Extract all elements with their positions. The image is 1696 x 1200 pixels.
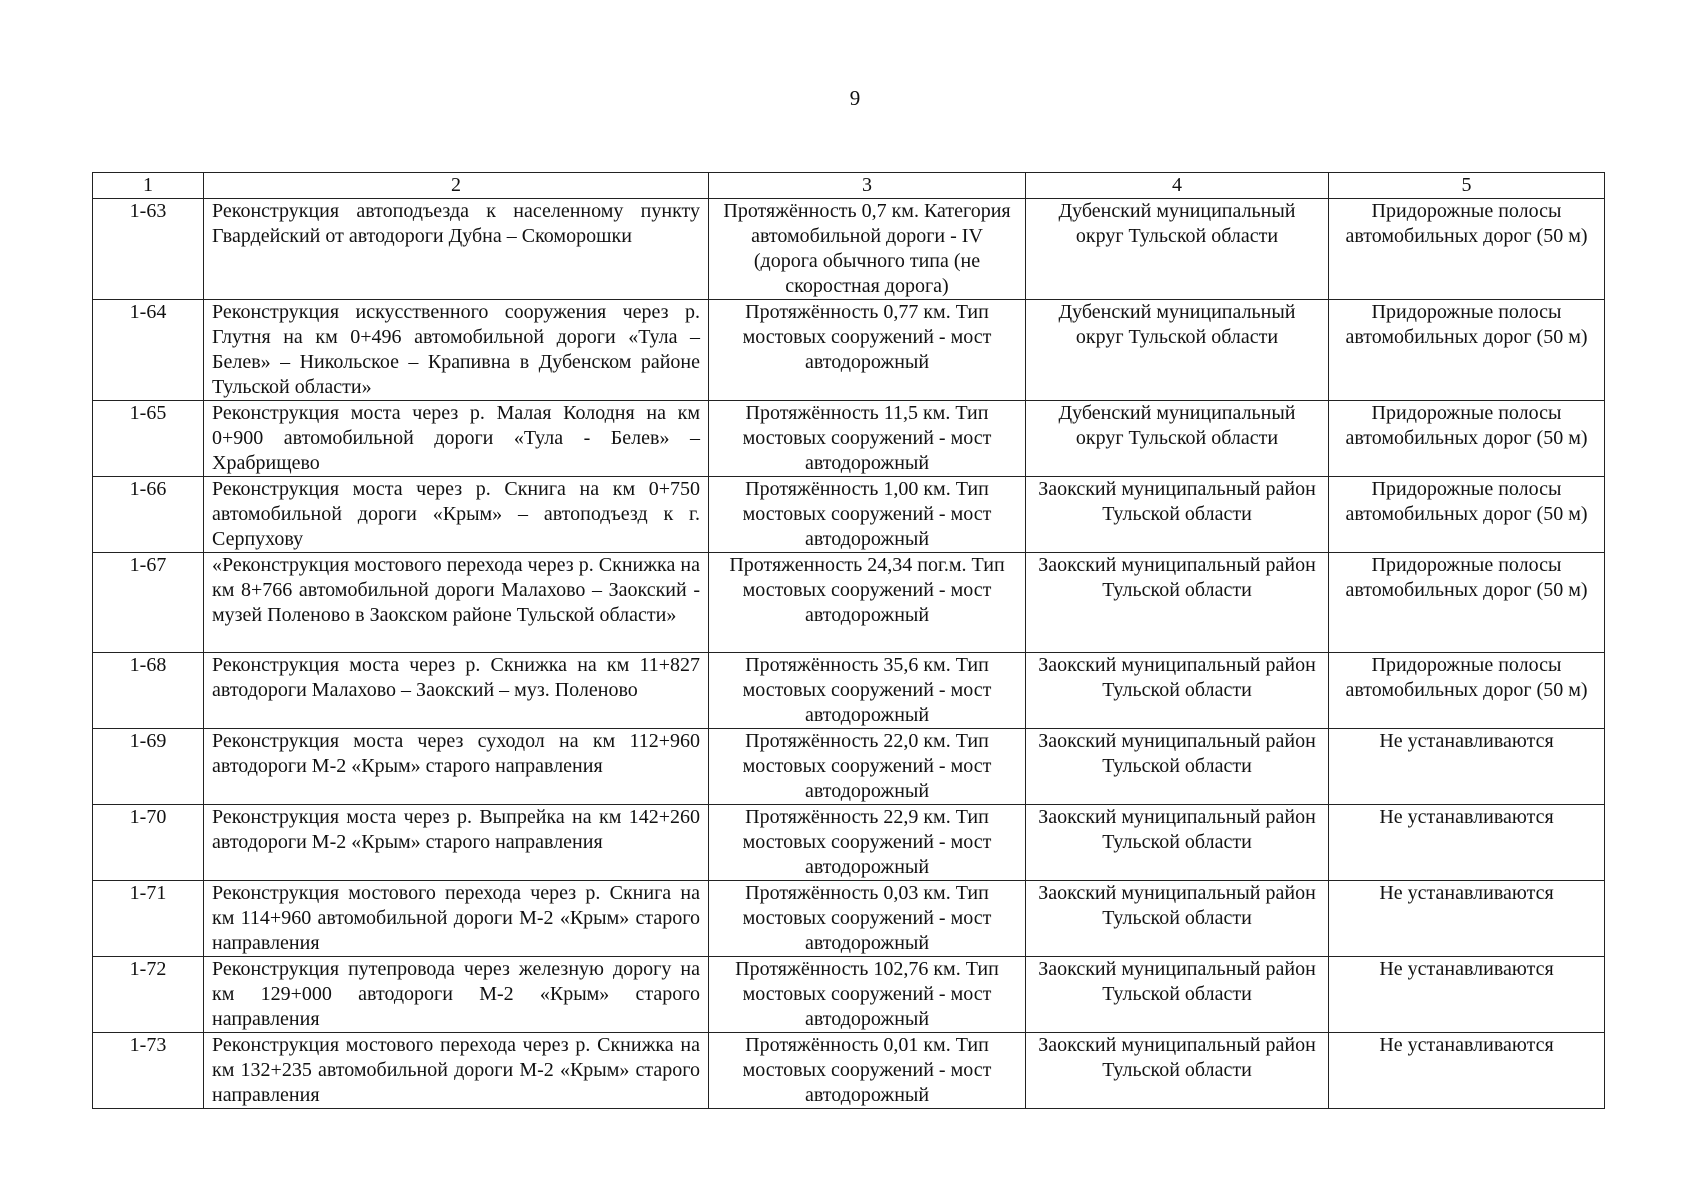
zone-description: Придорожные полосы автомобильных дорог (50 м) xyxy=(1329,653,1605,729)
table-row xyxy=(93,805,1605,881)
table-row xyxy=(93,881,1605,957)
object-name: Реконструкция моста через р. Выпрейка на км 142+260 автодороги М-2 «Крым» старого направления xyxy=(204,805,709,881)
zone-description: Не устанавливаются xyxy=(1329,805,1605,881)
zone-description: Придорожные полосы автомобильных дорог (50 м) xyxy=(1329,199,1605,300)
object-name: Реконструкция путепровода через железную дорогу на км 129+000 автодороги М-2 «Крым» старого направления xyxy=(204,957,709,1033)
object-characteristics: Протяжённость 0,7 км. Категория автомобильной дороги - IV (дорога обычного типа (не скоростная дорога) xyxy=(709,199,1026,300)
row-number: 1-66 xyxy=(93,477,204,553)
zone-description: Не устанавливаются xyxy=(1329,729,1605,805)
zone-description: Придорожные полосы автомобильных дорог (50 м) xyxy=(1329,477,1605,553)
object-characteristics: Протяжённость 1,00 км. Тип мостовых сооружений - мост автодорожный xyxy=(709,477,1026,553)
column-header-3: 3 xyxy=(709,173,1026,199)
row-number: 1-65 xyxy=(93,401,204,477)
object-characteristics: Протяжённость 102,76 км. Тип мостовых сооружений - мост автодорожный xyxy=(709,957,1026,1033)
municipal-area: Дубенский муниципальный округ Тульской области xyxy=(1026,199,1329,300)
object-name: Реконструкция моста через р. Скнига на км 0+750 автомобильной дороги «Крым» – автоподъезд к г. Серпухову xyxy=(204,477,709,553)
table-row xyxy=(93,300,1605,401)
object-characteristics: Протяжённость 22,0 км. Тип мостовых сооружений - мост автодорожный xyxy=(709,729,1026,805)
municipal-area: Заокский муниципальный район Тульской области xyxy=(1026,805,1329,881)
zone-description: Не устанавливаются xyxy=(1329,1033,1605,1109)
object-characteristics: Протяжённость 0,77 км. Тип мостовых сооружений - мост автодорожный xyxy=(709,300,1026,401)
object-characteristics: Протяжённость 22,9 км. Тип мостовых сооружений - мост автодорожный xyxy=(709,805,1026,881)
row-number: 1-63 xyxy=(93,199,204,300)
object-name: Реконструкция мостового перехода через р. Скнига на км 114+960 автомобильной дороги М-2 «Крым» старого направления xyxy=(204,881,709,957)
column-header-4: 4 xyxy=(1026,173,1329,199)
zone-description: Не устанавливаются xyxy=(1329,881,1605,957)
object-name: «Реконструкция мостового перехода через р. Скнижка на км 8+766 автомобильной дороги Малахово – Заокский - музей Поленово в Заокском районе Тульской области» xyxy=(204,553,709,653)
object-name: Реконструкция моста через р. Скнижка на км 11+827 автодороги Малахово – Заокский – муз. Поленово xyxy=(204,653,709,729)
object-characteristics: Протяжённость 0,03 км. Тип мостовых сооружений - мост автодорожный xyxy=(709,881,1026,957)
row-number: 1-70 xyxy=(93,805,204,881)
table-row xyxy=(93,199,1605,300)
table-row xyxy=(93,957,1605,1033)
municipal-area: Заокский муниципальный район Тульской области xyxy=(1026,1033,1329,1109)
municipal-area: Дубенский муниципальный округ Тульской области xyxy=(1026,300,1329,401)
object-characteristics: Протяженность 24,34 пог.м. Тип мостовых сооружений - мост автодорожный xyxy=(709,553,1026,653)
zone-description: Придорожные полосы автомобильных дорог (50 м) xyxy=(1329,553,1605,653)
table-row xyxy=(93,1033,1605,1109)
object-name: Реконструкция автоподъезда к населенному пункту Гвардейский от автодороги Дубна – Скоморошки xyxy=(204,199,709,300)
table-row xyxy=(93,653,1605,729)
object-name: Реконструкция искусственного сооружения через р. Глутня на км 0+496 автомобильной дороги «Тула – Белев» – Никольское – Крапивна в Дубенском районе Тульской области» xyxy=(204,300,709,401)
row-number: 1-64 xyxy=(93,300,204,401)
page-number: 9 xyxy=(849,86,861,110)
objects-table xyxy=(92,172,1605,1109)
column-header-1: 1 xyxy=(93,173,204,199)
zone-description: Не устанавливаются xyxy=(1329,957,1605,1033)
row-number: 1-71 xyxy=(93,881,204,957)
row-number: 1-72 xyxy=(93,957,204,1033)
row-number: 1-73 xyxy=(93,1033,204,1109)
municipal-area: Заокский муниципальный район Тульской области xyxy=(1026,881,1329,957)
row-number: 1-68 xyxy=(93,653,204,729)
column-header-2: 2 xyxy=(204,173,709,199)
municipal-area: Заокский муниципальный район Тульской области xyxy=(1026,477,1329,553)
municipal-area: Заокский муниципальный район Тульской области xyxy=(1026,957,1329,1033)
object-characteristics: Протяжённость 35,6 км. Тип мостовых сооружений - мост автодорожный xyxy=(709,653,1026,729)
table-row xyxy=(93,401,1605,477)
column-header-5: 5 xyxy=(1329,173,1605,199)
table-row xyxy=(93,477,1605,553)
municipal-area: Заокский муниципальный район Тульской области xyxy=(1026,729,1329,805)
object-name: Реконструкция моста через р. Малая Колодня на км 0+900 автомобильной дороги «Тула - Белев» – Храбрищево xyxy=(204,401,709,477)
object-characteristics: Протяжённость 0,01 км. Тип мостовых сооружений - мост автодорожный xyxy=(709,1033,1026,1109)
row-number: 1-69 xyxy=(93,729,204,805)
zone-description: Придорожные полосы автомобильных дорог (50 м) xyxy=(1329,300,1605,401)
table-header-row xyxy=(93,173,1605,199)
municipal-area: Заокский муниципальный район Тульской области xyxy=(1026,653,1329,729)
zone-description: Придорожные полосы автомобильных дорог (50 м) xyxy=(1329,401,1605,477)
municipal-area: Дубенский муниципальный округ Тульской области xyxy=(1026,401,1329,477)
object-name: Реконструкция мостового перехода через р. Скнижка на км 132+235 автомобильной дороги М-2 «Крым» старого направления xyxy=(204,1033,709,1109)
object-name: Реконструкция моста через суходол на км 112+960 автодороги М-2 «Крым» старого направления xyxy=(204,729,709,805)
object-characteristics: Протяжённость 11,5 км. Тип мостовых сооружений - мост автодорожный xyxy=(709,401,1026,477)
table-row xyxy=(93,729,1605,805)
row-number: 1-67 xyxy=(93,553,204,653)
municipal-area: Заокский муниципальный район Тульской области xyxy=(1026,553,1329,653)
table-row xyxy=(93,553,1605,653)
